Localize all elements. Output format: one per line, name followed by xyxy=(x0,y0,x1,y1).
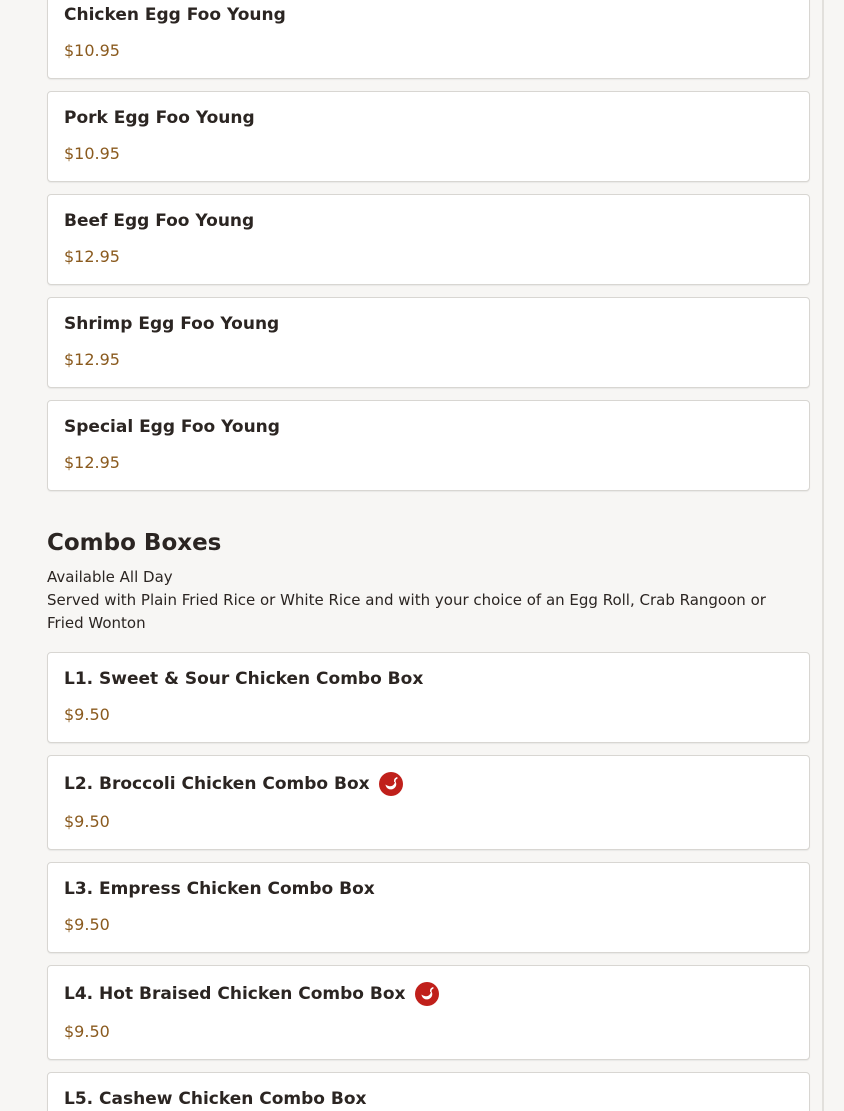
menu-item-name: Beef Egg Foo Young xyxy=(64,211,255,231)
menu-item-card[interactable] xyxy=(47,194,810,285)
menu-item-name-row xyxy=(64,980,439,1008)
menu-item-name: L1. Sweet & Sour Chicken Combo Box xyxy=(64,669,424,689)
menu-item-price: $9.50 xyxy=(64,812,110,831)
menu-item-name: L2. Broccoli Chicken Combo Box xyxy=(64,774,370,794)
section-description: Served with Plain Fried Rice or White Rice and with your choice of an Egg Roll, Crab Rangoon or Fried Wonton xyxy=(47,591,766,632)
menu-item-price: $12.95 xyxy=(64,247,120,266)
menu-item-price: $10.95 xyxy=(64,41,120,60)
section-title: Combo Boxes xyxy=(47,530,222,556)
menu-item-card[interactable] xyxy=(47,297,810,388)
menu-item-price: $12.95 xyxy=(64,453,120,472)
menu-item-card[interactable] xyxy=(47,400,810,491)
menu-item-name: Pork Egg Foo Young xyxy=(64,108,255,128)
menu-item-name: L5. Cashew Chicken Combo Box xyxy=(64,1089,367,1109)
menu-item-name: Special Egg Foo Young xyxy=(64,417,280,437)
menu-item-price: $9.50 xyxy=(64,915,110,934)
section-availability: Available All Day xyxy=(47,568,173,586)
menu-item-card[interactable] xyxy=(47,1072,810,1111)
menu-item-card[interactable] xyxy=(47,862,810,953)
menu-item-card[interactable] xyxy=(47,652,810,743)
spicy-pepper-icon xyxy=(379,772,403,796)
menu-item-card[interactable] xyxy=(47,0,810,79)
menu-item-price: $10.95 xyxy=(64,144,120,163)
right-divider xyxy=(822,0,824,1111)
menu-item-price: $9.50 xyxy=(64,705,110,724)
menu-item-name: L4. Hot Braised Chicken Combo Box xyxy=(64,984,406,1004)
menu-item-name-row xyxy=(64,770,403,798)
spicy-pepper-icon xyxy=(415,982,439,1006)
menu-item-price: $12.95 xyxy=(64,350,120,369)
menu-item-card[interactable] xyxy=(47,91,810,182)
menu-item-card[interactable] xyxy=(47,965,810,1060)
menu-item-card[interactable] xyxy=(47,755,810,850)
menu-item-price: $9.50 xyxy=(64,1022,110,1041)
menu-item-name: L3. Empress Chicken Combo Box xyxy=(64,879,375,899)
menu-item-name: Chicken Egg Foo Young xyxy=(64,5,286,25)
menu-item-name: Shrimp Egg Foo Young xyxy=(64,314,280,334)
